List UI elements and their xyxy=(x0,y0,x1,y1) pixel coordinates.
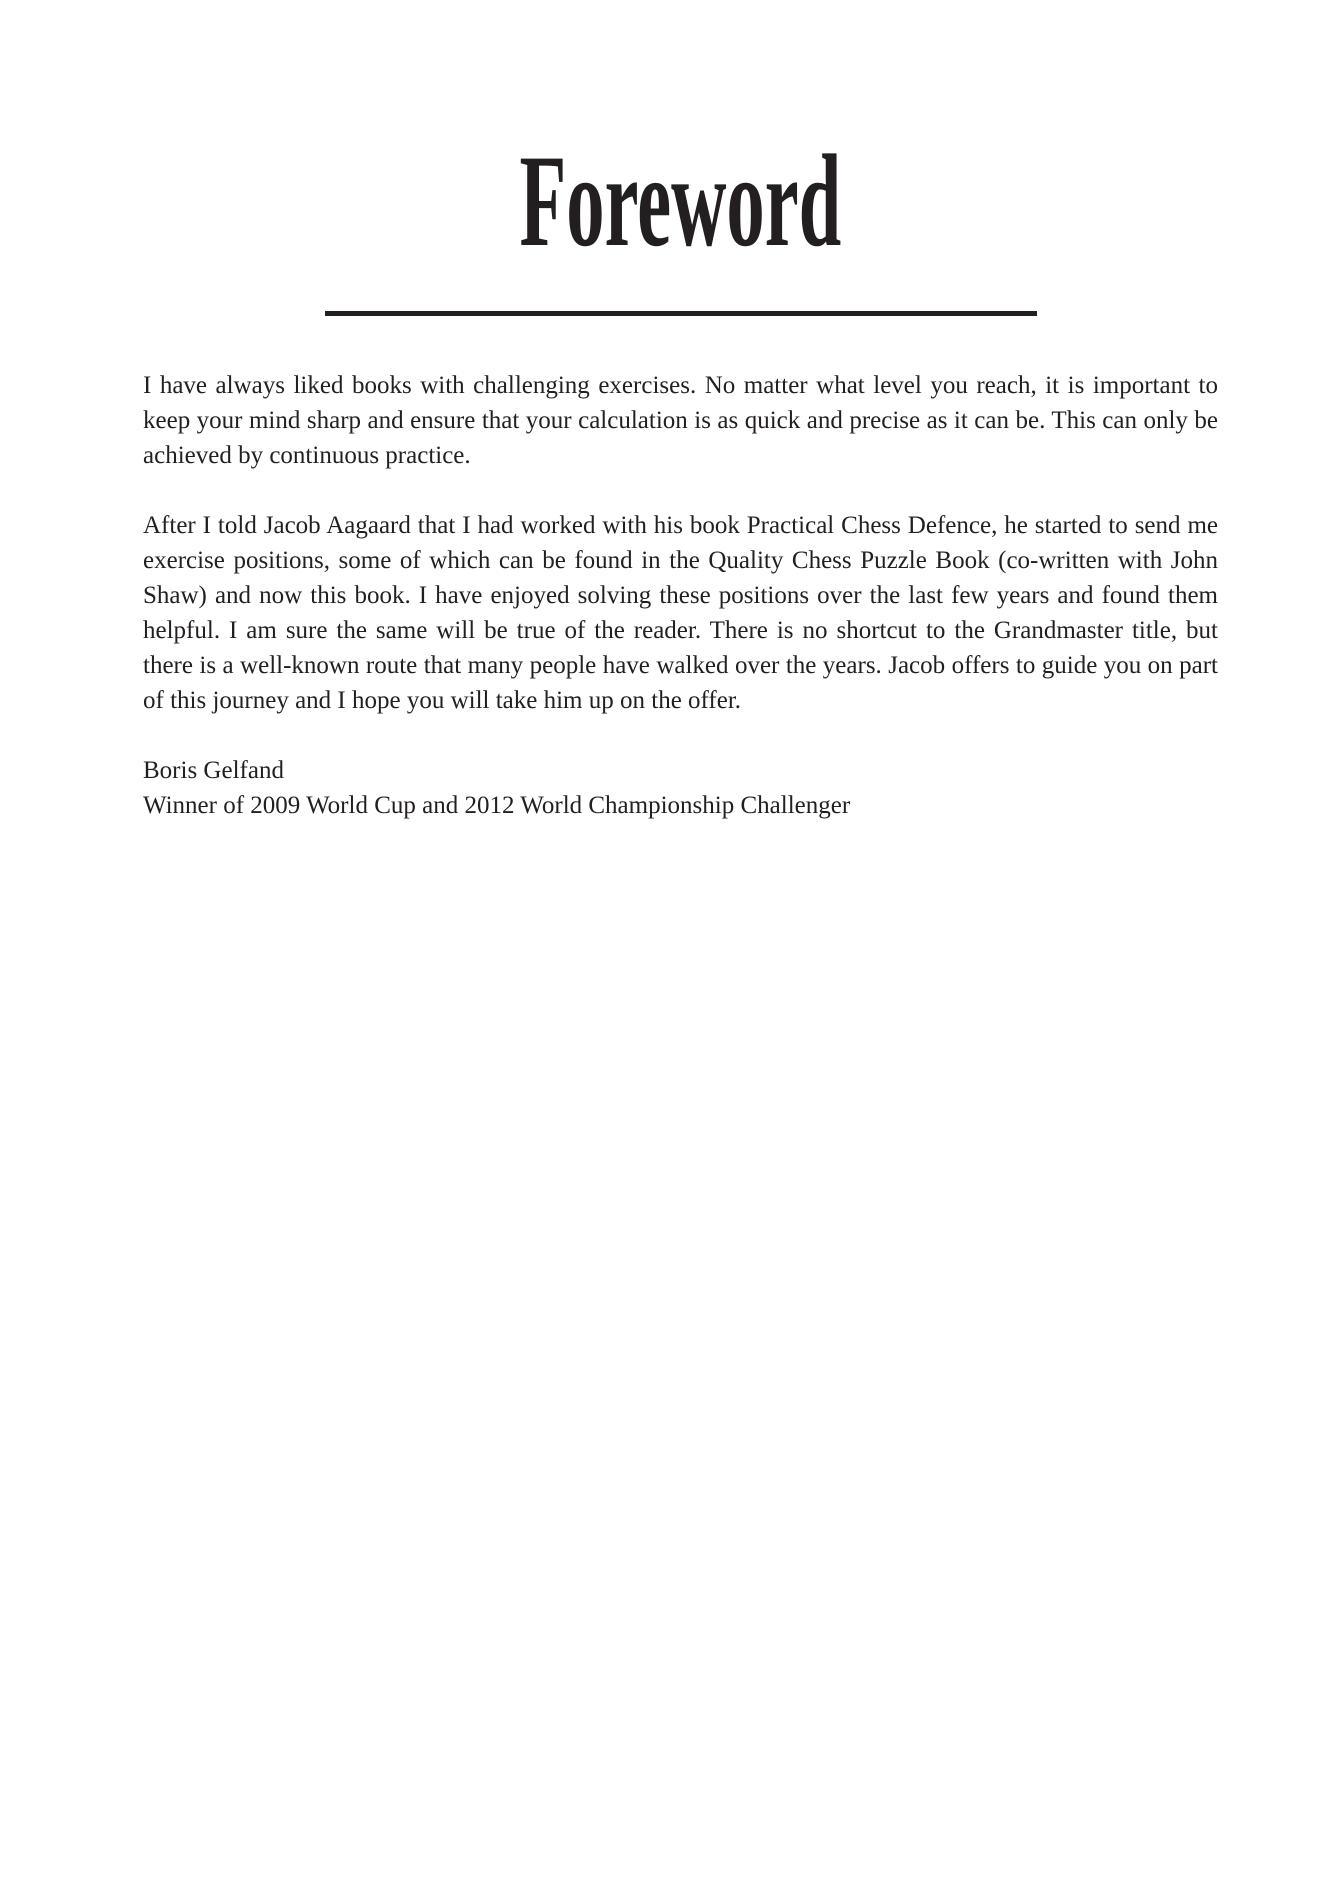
foreword-paragraph-1: I have always liked books with challenging exercises. No matter what level you reach, it is important to keep your mind sharp and ensure that your calculation is as quick and precise as it can be. This can only be achieved by continuous practice. xyxy=(143,372,1218,469)
title-block xyxy=(143,0,1218,316)
foreword-body xyxy=(143,316,1218,823)
signature-credentials: Winner of 2009 World Cup and 2012 World Championship Challenger xyxy=(143,792,851,819)
signature-block xyxy=(143,753,1218,823)
foreword-paragraph-2: After I told Jacob Aagaard that I had worked with his book Practical Chess Defence, he started to send me exercise positions, some of which can be found in the Quality Chess Puzzle Book (co-written with John Shaw) and now this book. I have enjoyed solving these positions over the last few years and found them helpful. I am sure the same will be true of the reader. There is no shortcut to the Grandmaster title, but there is a well-known route that many people have walked over the years. Jacob offers to guide you on part of this journey and I hope you will take him up on the offer. xyxy=(143,512,1218,714)
page-title-text: Foreword xyxy=(519,127,842,274)
signature-name: Boris Gelfand xyxy=(143,757,284,784)
page-title xyxy=(143,0,1218,274)
